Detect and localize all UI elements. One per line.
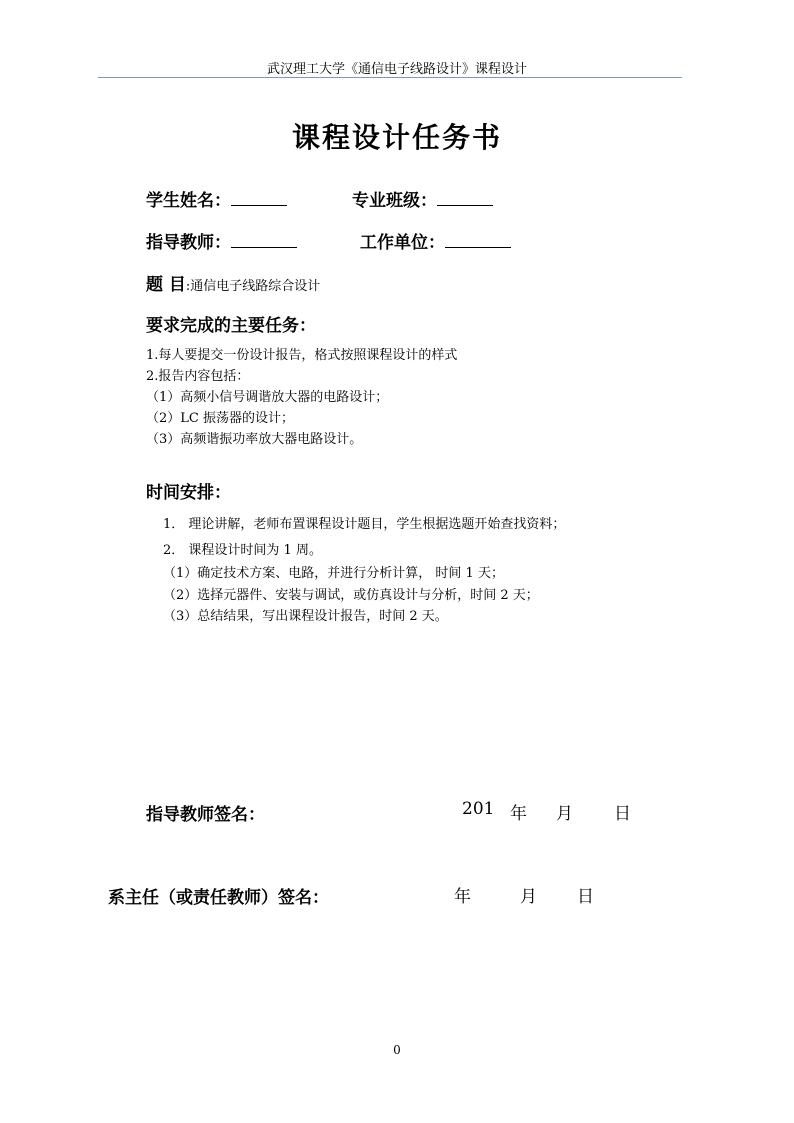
schedule-line: 1． 理论讲解，老师布置课程设计题目，学生根据选题开始查找资料； xyxy=(163,517,566,532)
document-title: 课程设计任务书 xyxy=(291,121,502,154)
topic-field xyxy=(146,270,320,295)
advisor-sign-month-char: 月 xyxy=(556,804,573,824)
topic-label: 题 目 xyxy=(146,275,186,295)
major-class-blank xyxy=(437,191,493,206)
work-unit-field xyxy=(360,228,511,253)
task-line: （3）高频谐振功率放大器电路设计。 xyxy=(146,432,363,447)
work-unit-label: 工作单位： xyxy=(360,233,445,253)
page-header: 武汉理工大学《通信电子线路设计》课程设计 xyxy=(266,62,527,77)
schedule-line: （2）选择元器件、安装与调试，或仿真设计与分析，时间 2 天； xyxy=(163,588,539,603)
head-sign-year-char: 年 xyxy=(454,887,471,907)
advisor-field xyxy=(146,228,297,253)
task-line: （2）LC 振荡器的设计； xyxy=(146,411,294,426)
schedule-line: 2． 课程设计时间为 1 周。 xyxy=(163,543,322,558)
advisor-sign-year: 201 xyxy=(462,799,495,819)
head-sign-day-char: 日 xyxy=(577,887,594,907)
page-number: 0 xyxy=(393,1043,401,1057)
head-signature-label: 系主任（或责任教师）签名： xyxy=(108,888,329,908)
advisor-signature-label: 指导教师签名： xyxy=(146,805,265,825)
task-line: 1.每人要提交一份设计报告，格式按照课程设计的样式 xyxy=(146,348,458,363)
major-class-field xyxy=(352,186,493,211)
head-sign-month-char: 月 xyxy=(520,887,537,907)
student-name-blank xyxy=(231,191,287,206)
advisor-label: 指导教师： xyxy=(146,233,231,253)
advisor-blank xyxy=(231,233,297,248)
student-name-field xyxy=(146,186,287,211)
schedule-heading: 时间安排： xyxy=(146,483,231,503)
student-name-label: 学生姓名： xyxy=(146,191,231,211)
tasks-heading: 要求完成的主要任务： xyxy=(146,316,316,336)
task-line: 2.报告内容包括： xyxy=(146,369,250,384)
topic-value: :通信电子线路综合设计 xyxy=(185,279,321,294)
major-class-label: 专业班级： xyxy=(352,191,437,211)
schedule-line: （1）确定技术方案、电路，并进行分析计算， 时间 1 天； xyxy=(163,566,504,581)
advisor-sign-year-char: 年 xyxy=(510,804,527,824)
advisor-sign-day-char: 日 xyxy=(614,804,631,824)
work-unit-blank xyxy=(445,233,511,248)
schedule-line: （3）总结结果，写出课程设计报告，时间 2 天。 xyxy=(163,609,448,624)
header-divider xyxy=(98,77,682,78)
task-line: （1）高频小信号调谐放大器的电路设计； xyxy=(146,390,389,405)
